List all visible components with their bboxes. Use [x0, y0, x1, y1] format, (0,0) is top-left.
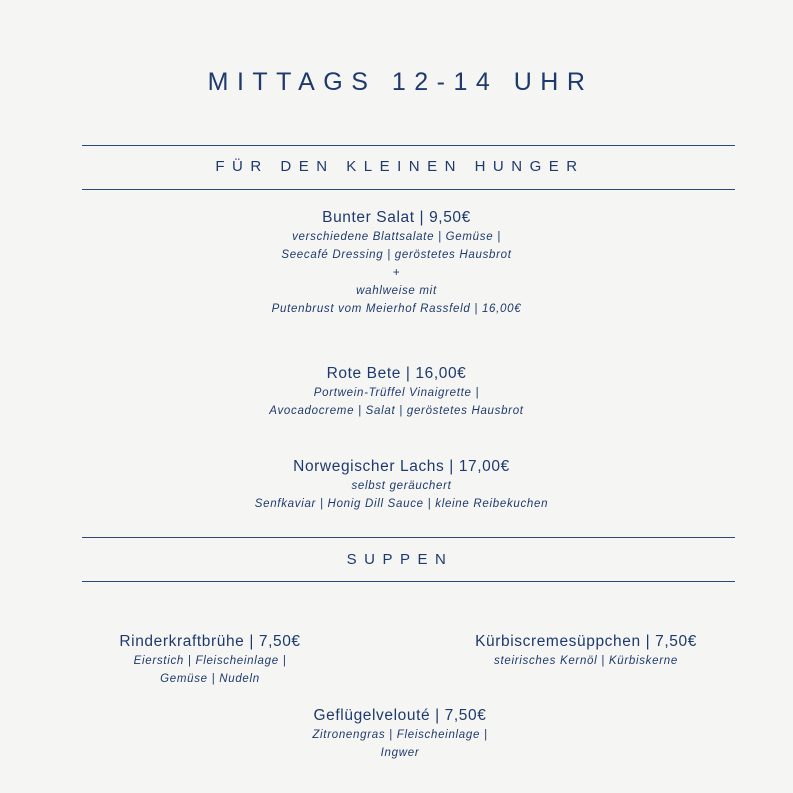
item-desc: Senfkaviar | Honig Dill Sauce | kleine Reibekuchen	[254, 498, 549, 510]
item-desc: Putenbrust vom Meierhof Rassfeld | 16,00€	[271, 303, 522, 315]
item-desc: Eierstich | Fleischeinlage |	[133, 655, 287, 667]
item-desc: Portwein-Trüffel Vinaigrette |	[313, 387, 480, 399]
item-desc: verschiedene Blattsalate | Gemüse |	[292, 231, 501, 243]
item-desc: Gemüse | Nudeln	[160, 673, 260, 685]
item-desc: +	[392, 267, 401, 279]
item-name: Norwegischer Lachs | 17,00€	[293, 458, 510, 475]
divider	[82, 189, 735, 190]
item-name: Kürbiscremesüppchen | 7,50€	[475, 633, 697, 650]
divider	[82, 537, 735, 538]
item-desc: Avocadocreme | Salat | geröstetes Hausbrot	[269, 405, 524, 417]
item-desc: selbst geräuchert	[351, 480, 452, 492]
item-desc: Seecafé Dressing | geröstetes Hausbrot	[281, 249, 512, 261]
item-name: Rote Bete | 16,00€	[326, 365, 467, 382]
menu-item-rinderkraftbruehe	[60, 632, 360, 688]
item-desc: Zitronengras | Fleischeinlage |	[312, 729, 488, 741]
item-desc: wahlweise mit	[356, 285, 437, 297]
item-name: Bunter Salat | 9,50€	[322, 209, 471, 226]
page-title: MITTAGS 12-14 UHR	[207, 68, 594, 96]
menu-item-kuerbiscremesueppchen	[436, 632, 736, 670]
menu-item-rote-bete	[0, 364, 793, 420]
divider	[82, 145, 735, 146]
item-desc: steirisches Kernöl | Kürbiskerne	[494, 655, 678, 667]
item-name: Rinderkraftbrühe | 7,50€	[119, 633, 301, 650]
menu-item-bunter-salat	[0, 208, 793, 318]
section-heading-small-hunger: FÜR DEN KLEINEN HUNGER	[215, 158, 585, 175]
divider	[82, 581, 735, 582]
section-heading-soups: SUPPEN	[346, 551, 454, 568]
menu-item-gefluegelveloute	[0, 706, 793, 762]
item-name: Geflügelvelouté | 7,50€	[313, 707, 487, 724]
menu-item-lachs	[0, 457, 793, 513]
item-desc: Ingwer	[380, 747, 420, 759]
